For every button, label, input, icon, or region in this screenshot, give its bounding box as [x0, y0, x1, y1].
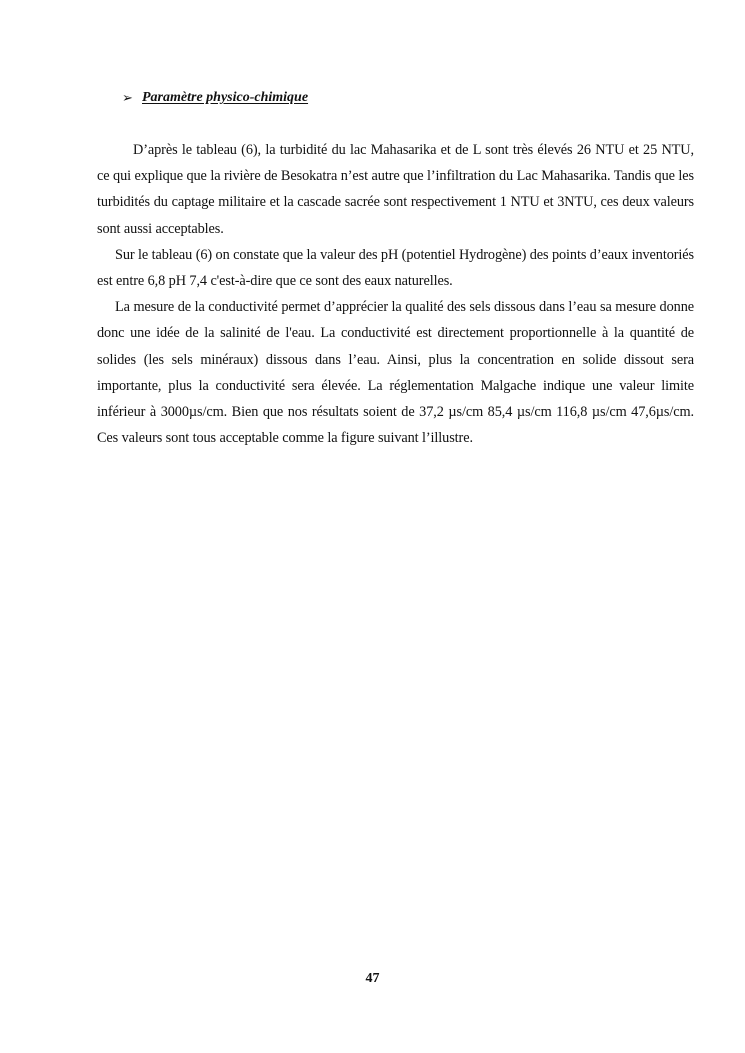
arrowhead-bullet-icon: ➢ [122, 90, 133, 105]
body-text [97, 137, 694, 451]
page-number: 47 [365, 971, 380, 986]
paragraph-turbidity: D’après le tableau (6), la turbidité du lac Mahasarika et de L sont très élevés 26 NTU et 25 NTU, ce qui explique que la rivière de Besokatra n’est autre que l’infiltration du Lac Mahasarika. Tandis que les turbidités du captage militaire et la cascade sacrée sont respectivement 1 NTU et 3NTU, ces deux valeurs sont aussi acceptables. [97, 142, 694, 237]
paragraph-ph: Sur le tableau (6) on constate que la valeur des pH (potentiel Hydrogène) des points d’eaux inventoriés est entre 6,8 pH 7,4 c'est-à-dire que ce sont des eaux naturelles. [97, 246, 694, 290]
section-heading [122, 88, 308, 108]
section-title: Paramètre physico-chimique [142, 90, 309, 105]
paragraph-conductivity: La mesure de la conductivité permet d’apprécier la qualité des sels dissous dans l’eau sa mesure donne donc une idée de la salinité de l'eau. La conductivité est directement proportionnelle à la quantité de solides (les sels minéraux) dissous dans l’eau. Ainsi, plus la concentration en solide dissout sera importante, plus la conductivité sera élevée. La réglementation Malgache indique une valeur limite inférieur à 3000µs/cm. Bien que nos résultats soient de 37,2 µs/cm 85,4 µs/cm 116,8 µs/cm 47,6µs/cm. Ces valeurs sont tous acceptable comme la figure suivant l’illustre. [97, 299, 694, 447]
